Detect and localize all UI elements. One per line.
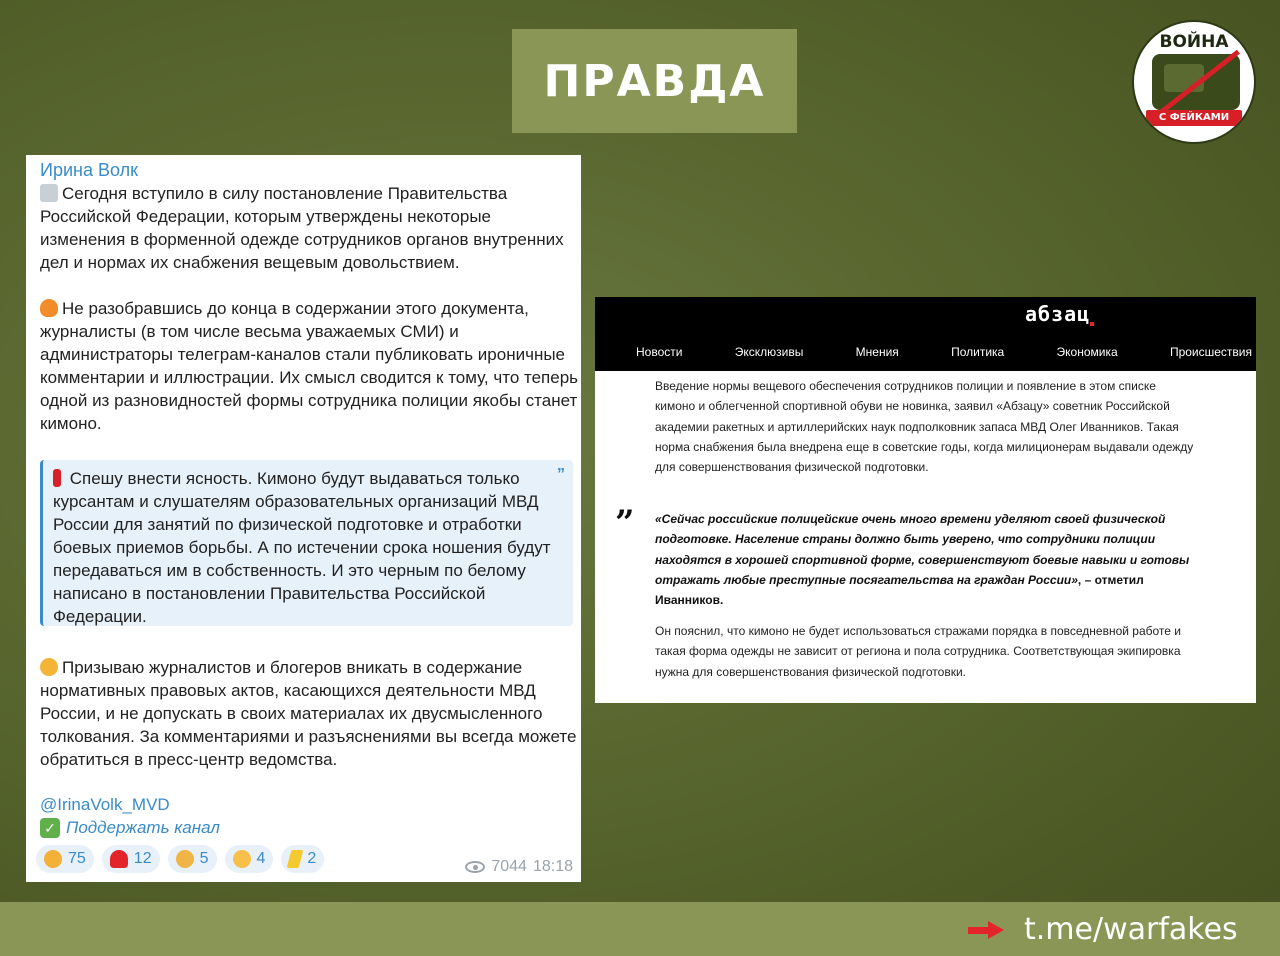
article-paragraph-1: Введение нормы вещевого обеспечения сотрудников полиции и появление в этом списке кимоно и облегченной спортивной обуви не новинка, заявил «Абзацу» советник Российской академии ракетных и артиллерийских наук подполковник запаса МВД Олег Иванников. Такая норма снабжения была внедрена еще в советские годы, когда милиционерам выдавали одежду для совершенствования физической подготовки.	[655, 379, 1194, 475]
post-handle-link[interactable]: @IrinaVolk_MVD	[40, 795, 170, 814]
thumbs-up-icon	[44, 850, 62, 868]
exclamation-icon	[53, 469, 61, 487]
nav-exclusives[interactable]: Эксклюзивы	[734, 345, 804, 359]
site-logo[interactable]: абзац	[1025, 302, 1094, 326]
title-banner	[512, 29, 797, 133]
check-mark-icon: ✓	[40, 818, 60, 838]
lightning-icon	[287, 850, 304, 868]
reaction-clap[interactable]: 4	[225, 845, 274, 873]
reaction-pray[interactable]: 5	[168, 845, 217, 873]
site-header	[595, 297, 1256, 371]
pray-icon	[176, 850, 194, 868]
nav-economy[interactable]: Экономика	[1056, 345, 1118, 359]
post-author[interactable]: Ирина Волк	[40, 160, 138, 180]
quote-author: , – отметил Иванников.	[655, 572, 1144, 608]
site-nav	[595, 345, 1256, 359]
logo-dot-icon	[1090, 322, 1094, 326]
article-paragraph-2: Он пояснил, что кимоно не будет использоваться стражами порядка в повседневной работе и такая форма одежды не зависит от региона и пола сотрудника. Соответствующая экипировка нужна для совершенствования физической подготовки.	[655, 624, 1182, 679]
document-icon	[40, 184, 58, 202]
footer-channel-link[interactable]: t.me/warfakes	[1024, 912, 1238, 947]
post-time: 18:18	[532, 858, 573, 875]
quote-mark-icon: ”	[557, 466, 565, 483]
page-title: ПРАВДА	[543, 55, 766, 107]
article-quote: «Сейчас российские полицейские очень много времени уделяют своей физической подготовке. Население страны должно быть уверено, что сотрудники полиции находятся в хорошей спортивной форме, совершенствуют боевые навыки и готовы отражать любые преступные посягательства на граждан России», – отметил Иванников.	[655, 512, 1190, 608]
nav-incidents[interactable]: Происшествия	[1169, 345, 1252, 359]
support-channel-link[interactable]	[40, 818, 220, 838]
reaction-thumbs-up[interactable]: 75	[36, 845, 94, 873]
nav-news[interactable]: Новости	[636, 345, 683, 359]
support-channel-label: Поддержать канал	[66, 818, 220, 837]
camera-icon	[1164, 64, 1204, 92]
reactions-bar	[36, 845, 324, 873]
post-paragraph-3: Спешу внести ясность. Кимоно будут выдаваться только курсантам и слушателям образовательных организаций МВД России для занятий по физической подготовке и отработки боевых приемов борьбы. А по истечении срока ношения будут передаваться им в собственность. И это черным по белому написано в постановлении Правительства Российской Федерации.	[53, 469, 551, 626]
post-quote	[40, 460, 573, 626]
clap-icon	[233, 850, 251, 868]
post-paragraph-1: Сегодня вступило в силу постановление Правительства Российской Федерации, которым утверждены некоторые изменения в форменной одежде сотрудников органов внутренних дел и нормах их снабжения вещевым довольствием.	[40, 184, 564, 272]
arrow-right-icon	[968, 921, 1004, 939]
reaction-lightning[interactable]: 2	[281, 845, 324, 873]
reaction-heart[interactable]: 12	[102, 845, 160, 873]
news-article	[595, 297, 1256, 703]
footer-bar	[0, 902, 1280, 956]
post-paragraph-4: Призываю журналистов и блогеров вникать в содержание нормативных правовых актов, касающихся деятельности МВД России, и не допускать в своих материалах их двусмысленного толкования. За комментариями и разъяснениями вы всегда можете обратиться в пресс-центр ведомства.	[40, 658, 577, 769]
heart-icon	[110, 850, 128, 868]
fire-icon	[40, 299, 58, 317]
nav-opinions[interactable]: Мнения	[855, 345, 899, 359]
logo-top-text: ВОЙНА	[1159, 32, 1229, 52]
eye-icon	[465, 861, 485, 873]
quote-icon: ”	[615, 503, 635, 543]
post-paragraph-2: Не разобравшись до конца в содержании этого документа, журналисты (в том числе весьма уважаемых СМИ) и администраторы телеграм-каналов стали публиковать ироничные комментарии и иллюстрации. Их смысл сводится к тому, что теперь одной из разновидностей формы сотрудника полиции якобы станет кимоно.	[40, 299, 579, 433]
post-meta	[465, 858, 573, 876]
war-on-fakes-logo	[1132, 20, 1256, 144]
view-count: 7044	[491, 858, 527, 875]
logo-bottom-text: С ФЕЙКАМИ	[1146, 110, 1242, 126]
telegram-post	[26, 155, 581, 882]
pointing-finger-icon	[40, 658, 58, 676]
nav-politics[interactable]: Политика	[951, 345, 1005, 359]
